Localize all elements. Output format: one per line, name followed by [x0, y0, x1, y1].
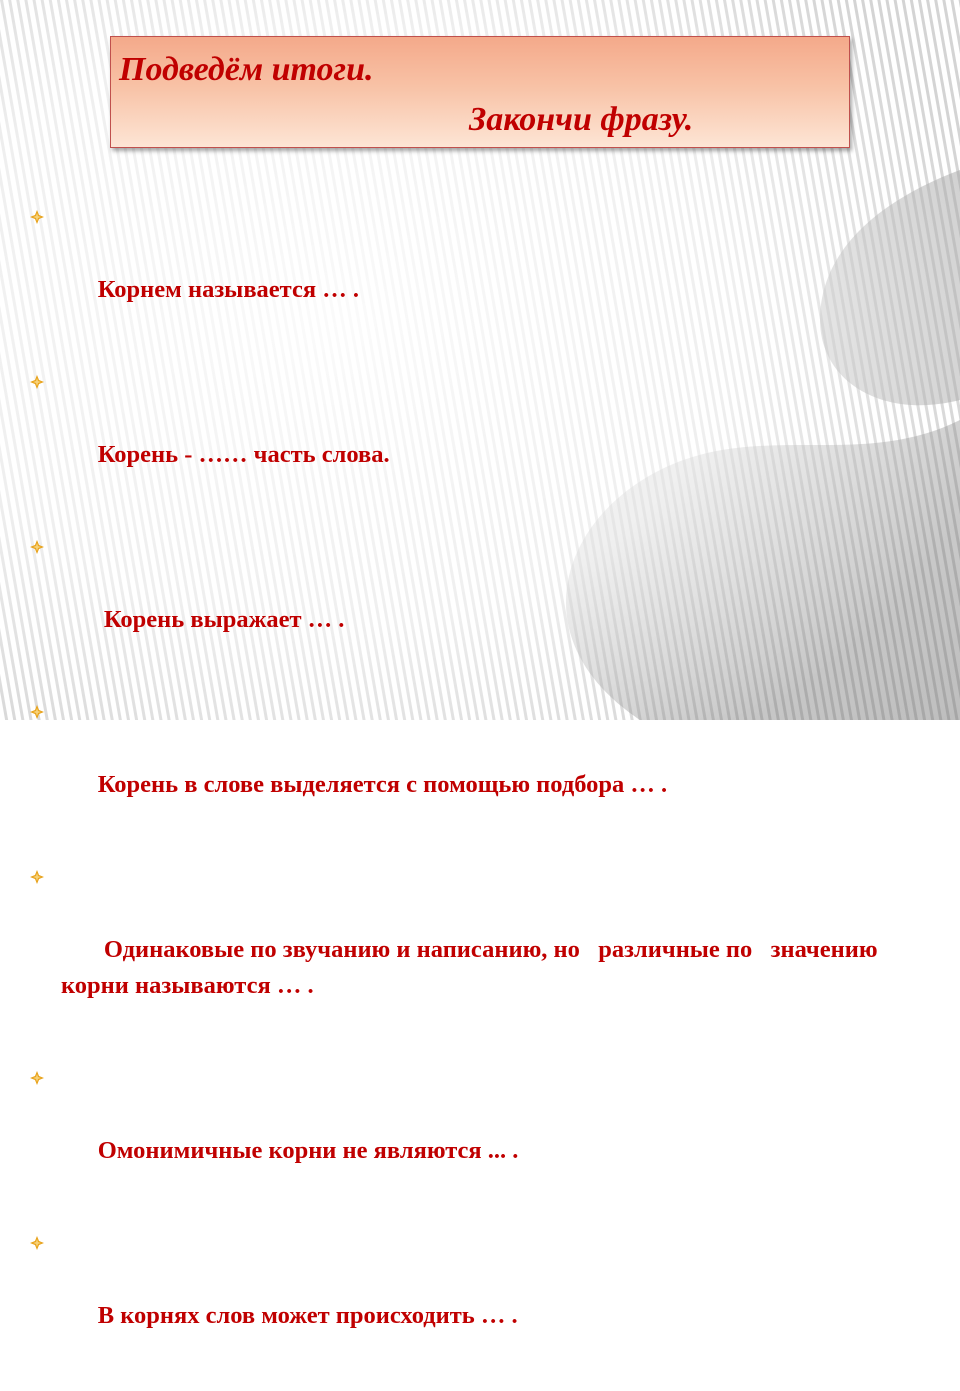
bullet-text-4: Корень в слове выделяется с помощью подбора … . — [97, 771, 668, 798]
bullet-text-3: Корень выражает … . — [97, 606, 345, 633]
bullet-text-1: Корнем называется … . — [97, 276, 360, 303]
bullet-list — [30, 200, 930, 1391]
bullet-item-6 — [30, 1061, 930, 1205]
bullet-item-2 — [30, 365, 930, 509]
diamond-bullet-icon — [30, 375, 44, 389]
bullet-text-5: Одинаковые по звучанию и написанию, но различные по значению корни называются … . — [61, 936, 884, 999]
bullet-text-6: Омонимичные корни не являются ... . — [97, 1137, 519, 1164]
bullet-text-7: В корнях слов может происходить … . — [97, 1302, 518, 1329]
bullet-item-3 — [30, 530, 930, 674]
diamond-bullet-icon — [30, 1236, 44, 1250]
title-line-2: Закончи фразу. — [469, 101, 694, 138]
bullet-text-2: Корень - …… часть слова. — [97, 441, 390, 468]
diamond-bullet-icon — [30, 1071, 44, 1085]
title-box — [110, 36, 850, 148]
title-line-1: Подведём итоги. — [119, 51, 374, 88]
diamond-bullet-icon — [30, 210, 44, 224]
diamond-bullet-icon — [30, 705, 44, 719]
bullet-item-4 — [30, 695, 930, 839]
diamond-bullet-icon — [30, 540, 44, 554]
bullet-item-5 — [30, 860, 930, 1040]
bullet-item-7 — [30, 1226, 930, 1370]
diamond-bullet-icon — [30, 870, 44, 884]
bullet-item-1 — [30, 200, 930, 344]
